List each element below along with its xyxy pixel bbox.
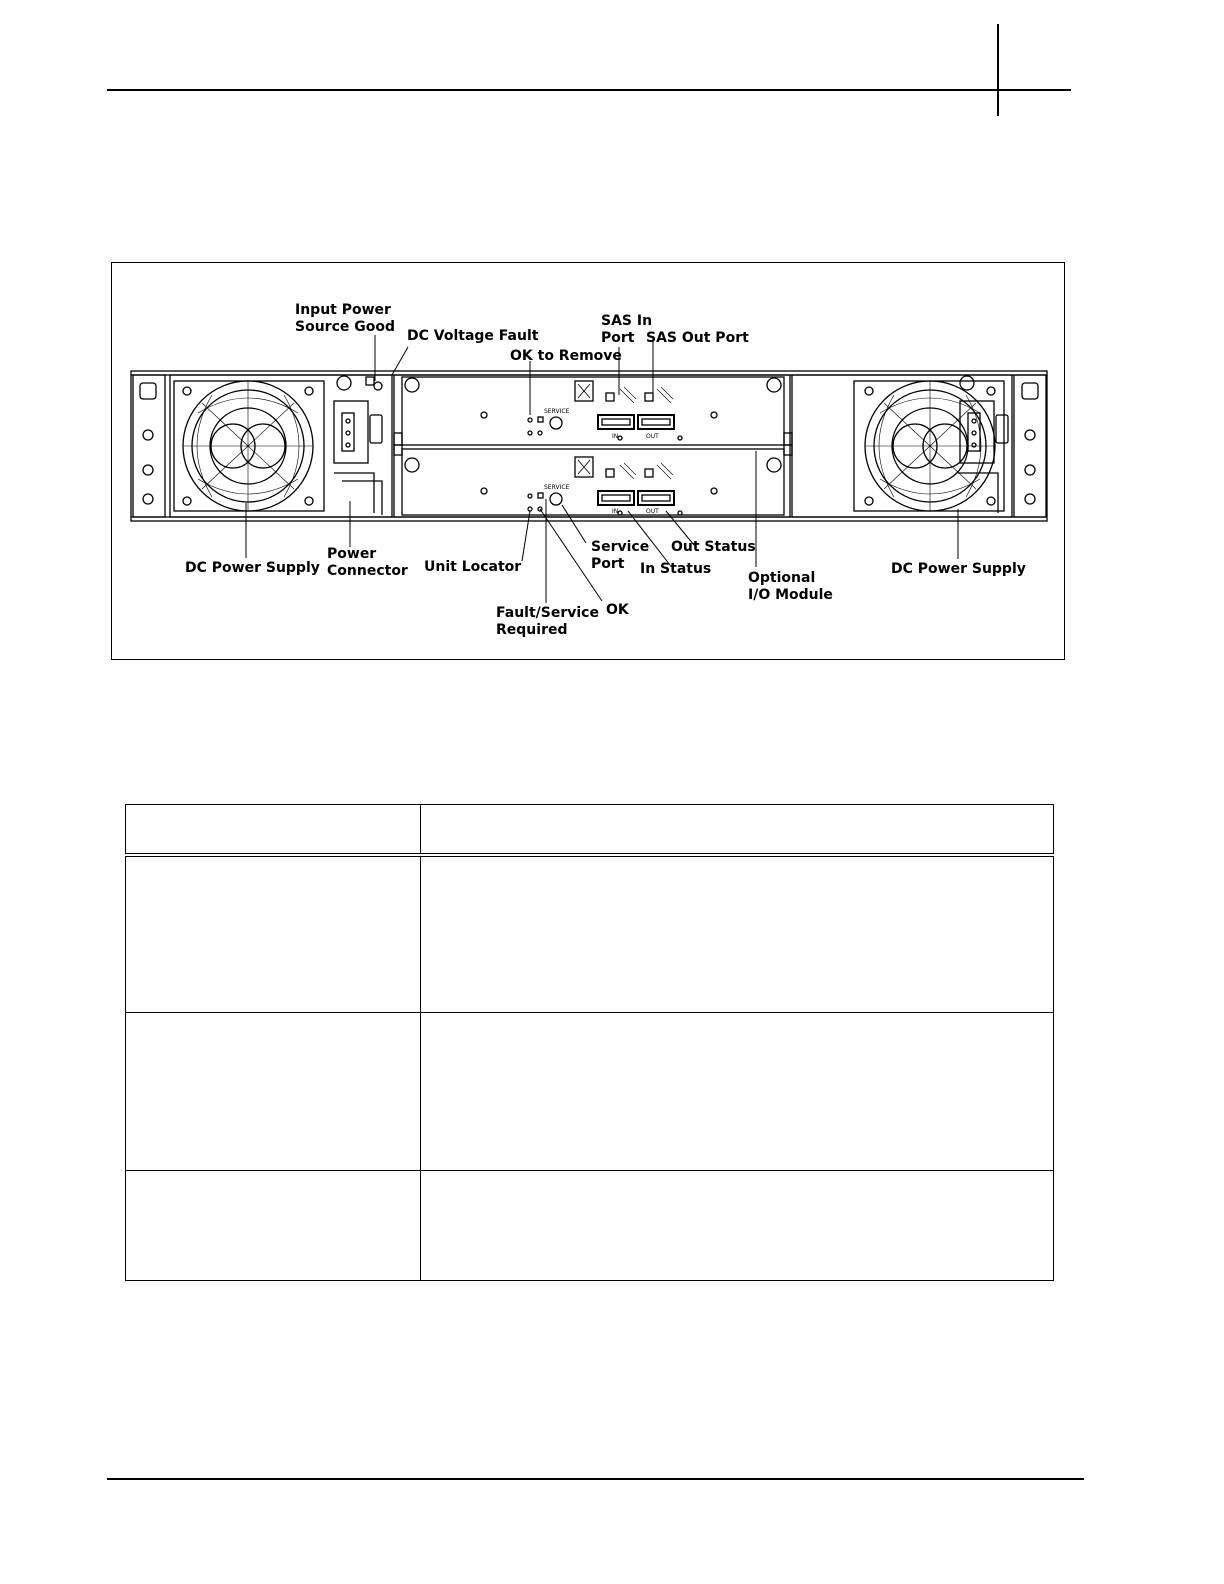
callout-fault-service-required: Fault/Service Required bbox=[496, 605, 599, 638]
table-header-cell bbox=[421, 805, 1054, 856]
upper-sas-in-port bbox=[598, 415, 634, 429]
enclosure-diagram bbox=[112, 263, 1066, 661]
callout-ok: OK bbox=[606, 602, 629, 618]
table-header-cell bbox=[126, 805, 421, 856]
table-row bbox=[126, 855, 1054, 1013]
led-description-table bbox=[125, 804, 1054, 1281]
table-row bbox=[126, 1013, 1054, 1171]
header-tick bbox=[997, 24, 999, 116]
callout-power-connector: Power Connector bbox=[327, 546, 408, 579]
upper-out-label: OUT bbox=[646, 433, 659, 440]
callout-dc-voltage-fault: DC Voltage Fault bbox=[407, 328, 539, 344]
callout-service-port: Service Port bbox=[591, 539, 650, 572]
lower-sas-in-port bbox=[598, 491, 634, 505]
callout-in-status: In Status bbox=[640, 561, 712, 577]
table-cell bbox=[126, 855, 421, 1013]
lower-out-label: OUT bbox=[646, 508, 659, 515]
header-rule bbox=[107, 89, 1071, 91]
table-header-row bbox=[126, 805, 1054, 856]
table-cell bbox=[421, 1171, 1054, 1281]
left-rail bbox=[133, 375, 165, 517]
callout-optional-io-module: Optional I/O Module bbox=[748, 570, 833, 603]
enclosure-rear-view-figure bbox=[111, 262, 1065, 660]
callout-dc-power-supply-right: DC Power Supply bbox=[891, 561, 1026, 577]
table-cell bbox=[126, 1171, 421, 1281]
callout-sas-out-port: SAS Out Port bbox=[646, 330, 749, 346]
table-cell bbox=[126, 1013, 421, 1171]
callout-sas-in-port: SAS In Port bbox=[601, 313, 653, 346]
table-cell bbox=[421, 855, 1054, 1013]
upper-in-label: IN bbox=[612, 433, 619, 440]
io-module-bay bbox=[394, 375, 790, 517]
callout-out-status: Out Status bbox=[671, 539, 756, 555]
callout-unit-locator: Unit Locator bbox=[424, 559, 522, 575]
upper-sas-out-port bbox=[638, 415, 674, 429]
table-cell bbox=[421, 1013, 1054, 1171]
callout-dc-power-supply-left: DC Power Supply bbox=[185, 560, 320, 576]
table-row bbox=[126, 1171, 1054, 1281]
footer-rule bbox=[107, 1478, 1084, 1480]
upper-service-label: SERVICE bbox=[544, 408, 570, 415]
lower-service-label: SERVICE bbox=[544, 484, 570, 491]
lower-in-label: IN bbox=[612, 508, 619, 515]
callout-input-power-source-good: Input Power Source Good bbox=[295, 302, 395, 335]
callout-ok-to-remove: OK to Remove bbox=[510, 348, 622, 364]
lower-sas-out-port bbox=[638, 491, 674, 505]
right-rail bbox=[1014, 375, 1046, 517]
